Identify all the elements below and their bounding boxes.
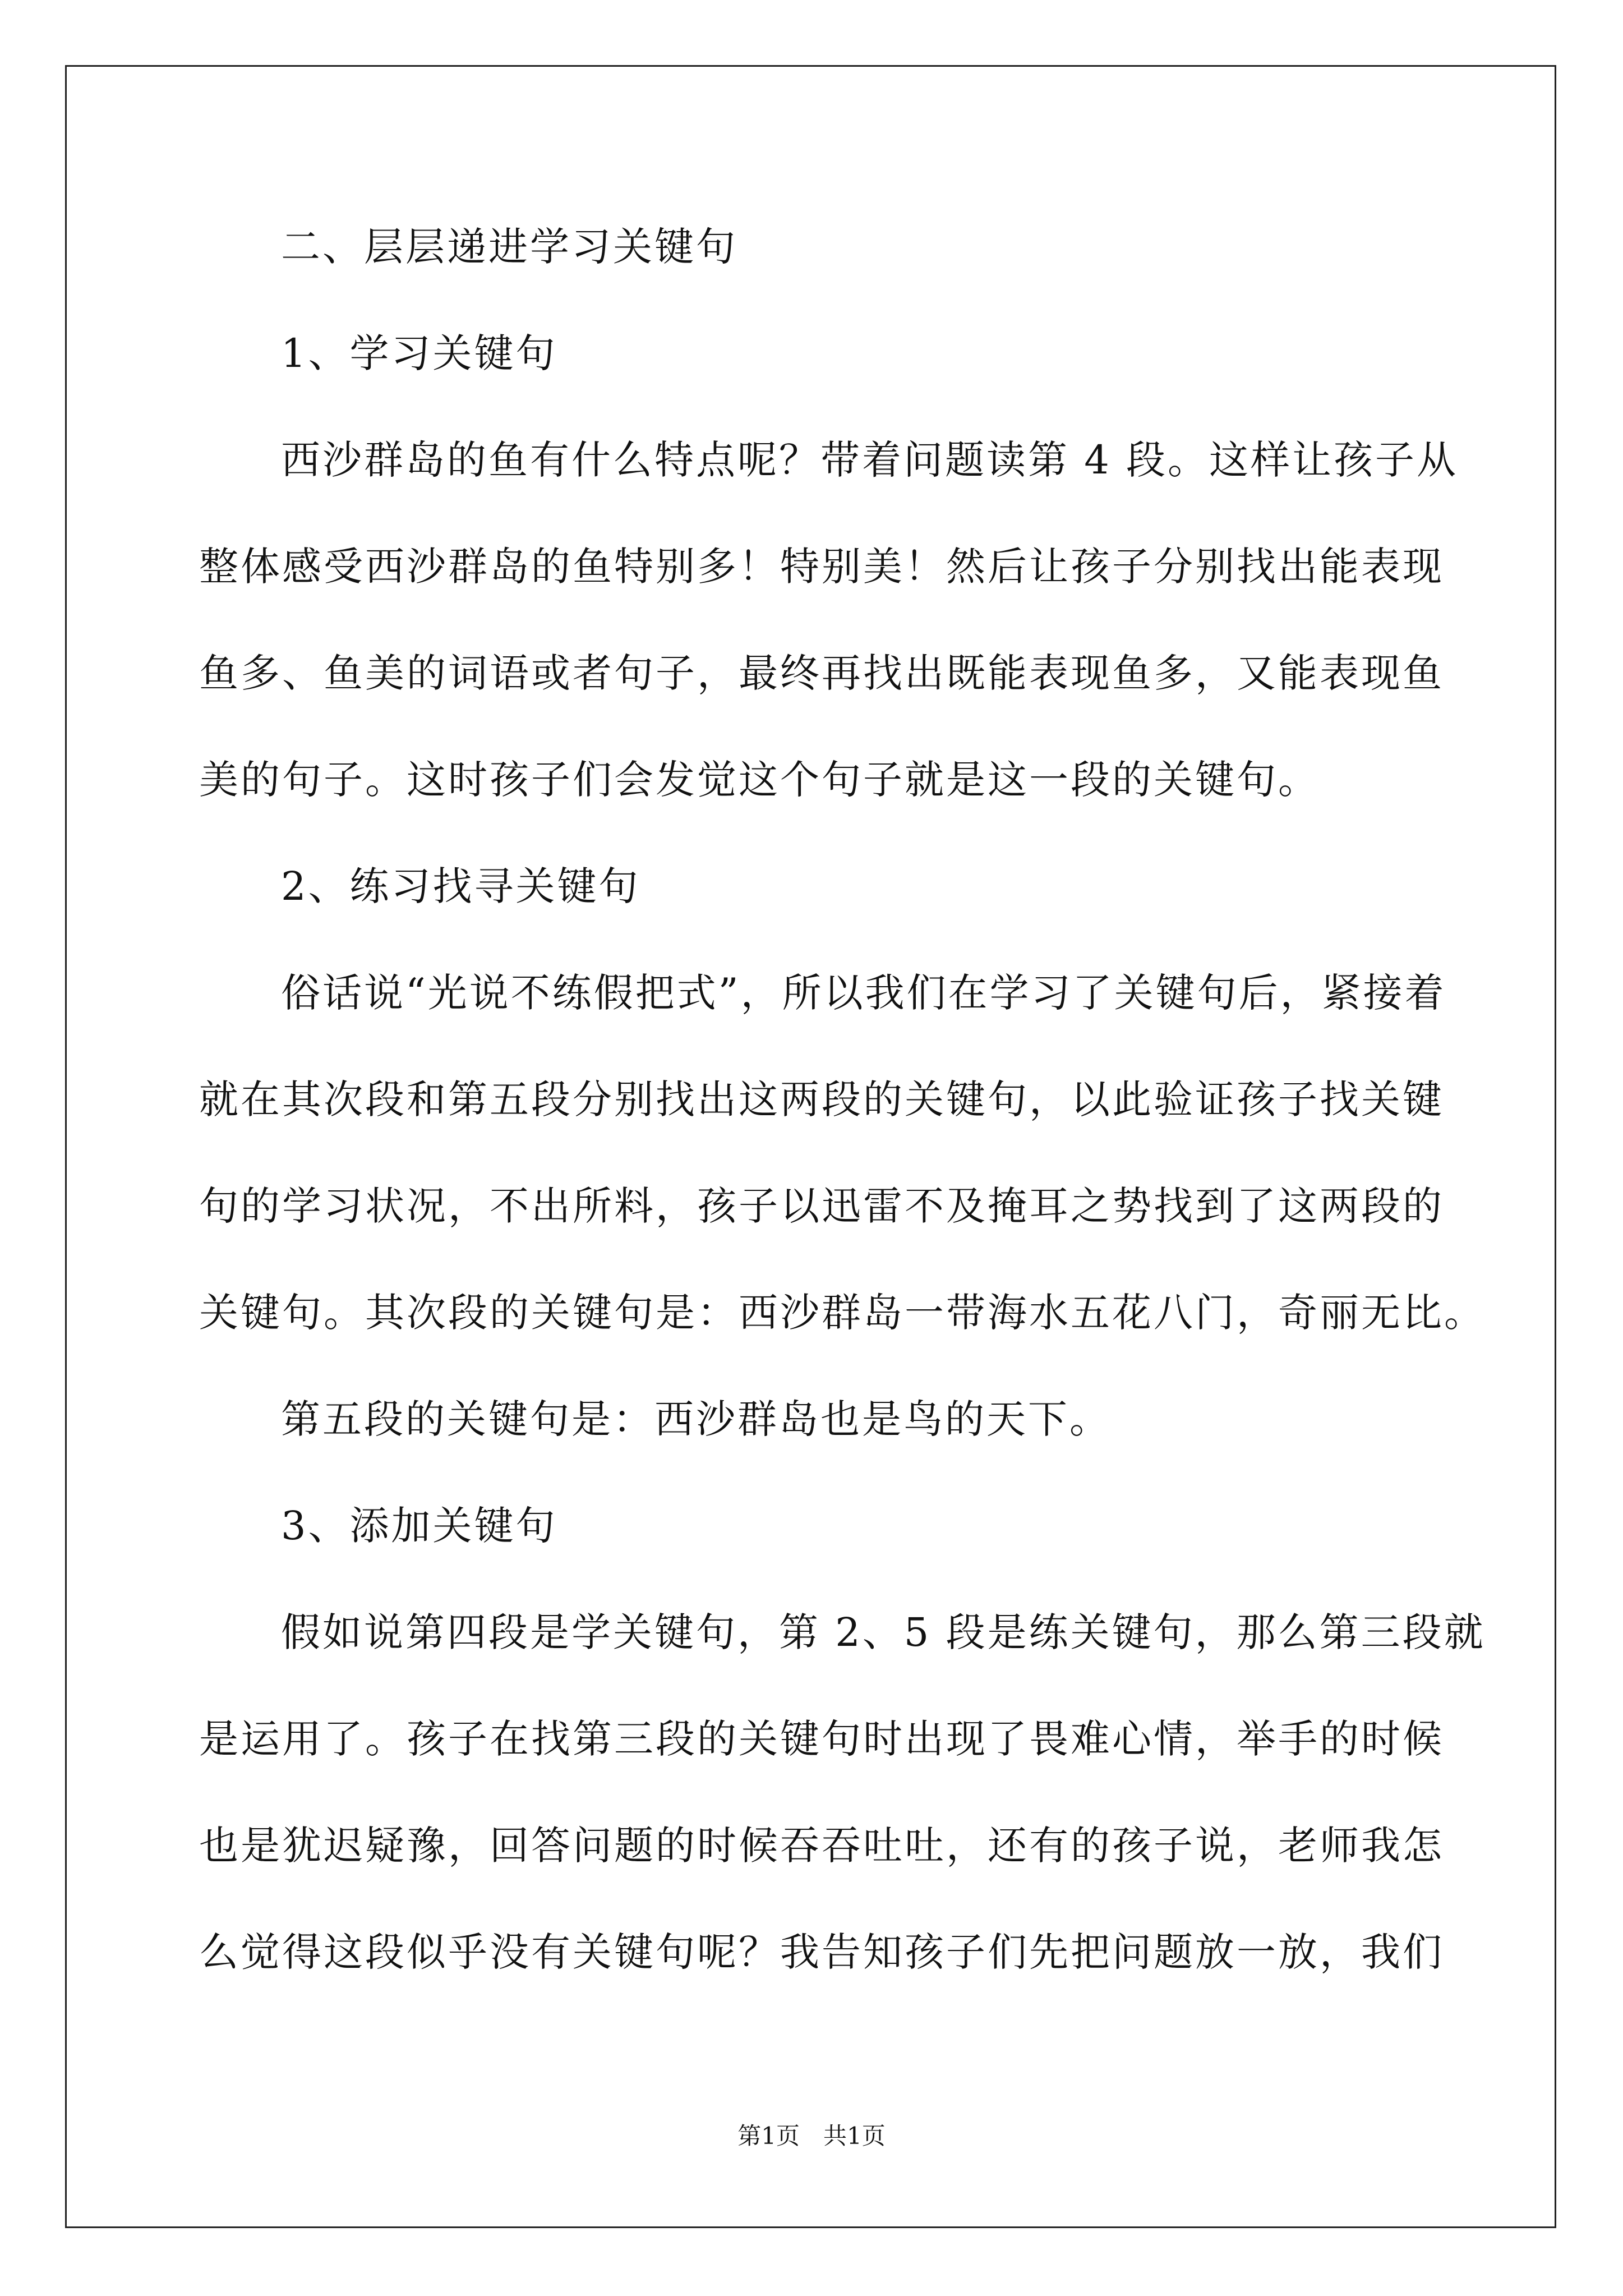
paragraph-line: 么觉得这段似乎没有关键句呢？我告知孩子们先把问题放一放，我们 (199, 1929, 1444, 1975)
page-footer: 第1页 共1页 (737, 2122, 886, 2150)
paragraph-line: 俗话说“光说不练假把式”，所以我们在学习了关键句后，紧接着 (281, 970, 1446, 1016)
section-heading: 二、层层递进学习关键句 (281, 224, 737, 270)
paragraph-line: 是运用了。孩子在找第三段的关键句时出现了畏难心情，举手的时候 (199, 1716, 1444, 1762)
paragraph-line: 也是犹迟疑豫，回答问题的时候吞吞吐吐，还有的孩子说，老师我怎 (199, 1823, 1444, 1869)
paragraph-line: 美的句子。这时孩子们会发觉这个句子就是这一段的关键句。 (199, 757, 1320, 803)
paragraph-line: 整体感受西沙群岛的鱼特别多！特别美！然后让孩子分别找出能表现 (199, 544, 1444, 590)
subheading-1: 1、学习关键句 (281, 330, 557, 376)
subheading-2: 2、练习找寻关键句 (281, 863, 640, 909)
paragraph-line: 句的学习状况，不出所料，孩子以迅雷不及掩耳之势找到了这两段的 (199, 1183, 1444, 1229)
paragraph-line: 鱼多、鱼美的词语或者句子，最终再找出既能表现鱼多，又能表现鱼 (199, 650, 1444, 696)
paragraph-line: 西沙群岛的鱼有什么特点呢？带着问题读第 4 段。这样让孩子从 (281, 437, 1459, 483)
paragraph-line: 关键句。其次段的关键句是：西沙群岛一带海水五花八门，奇丽无比。 (199, 1290, 1486, 1336)
paragraph-line: 就在其次段和第五段分别找出这两段的关键句，以此验证孩子找关键 (199, 1076, 1444, 1122)
paragraph-line: 第五段的关键句是：西沙群岛也是鸟的天下。 (281, 1396, 1111, 1442)
paragraph-line: 假如说第四段是学关键句，第 2、5 段是练关键句，那么第三段就 (281, 1609, 1486, 1655)
subheading-3: 3、添加关键句 (281, 1503, 557, 1549)
page-border (65, 65, 1556, 2228)
